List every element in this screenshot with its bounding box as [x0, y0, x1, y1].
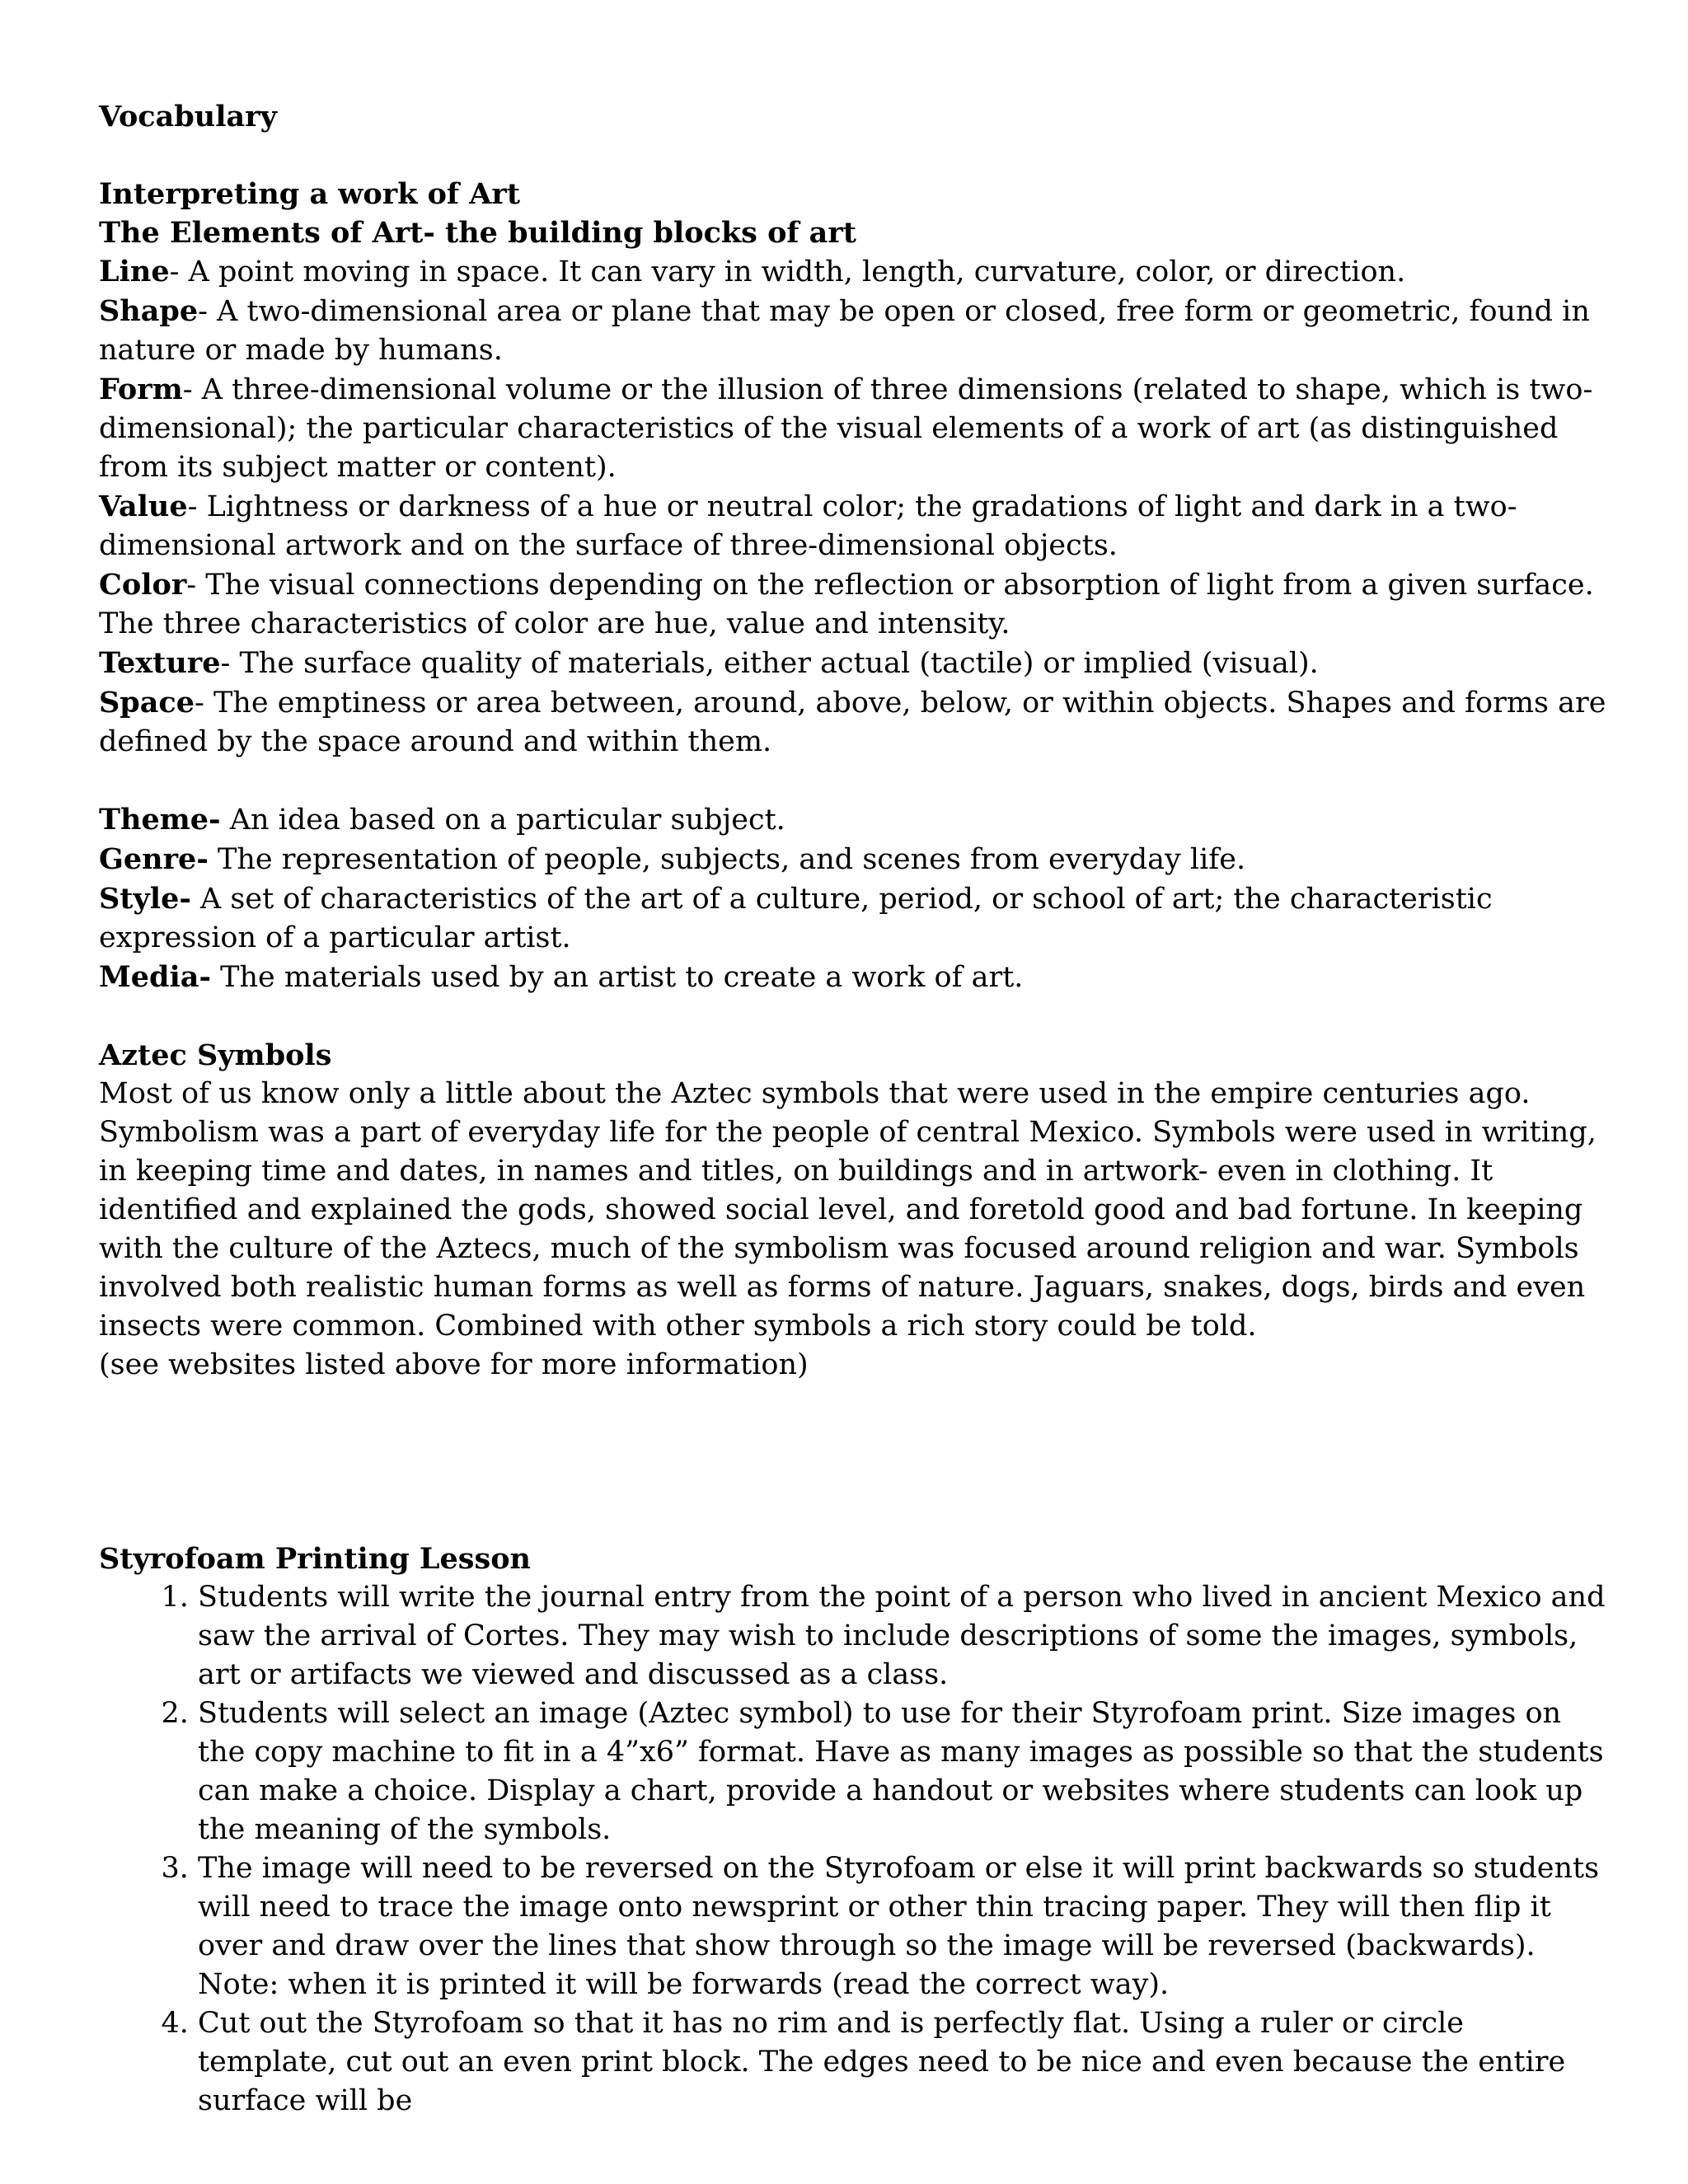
element-entry-texture [99, 644, 1607, 683]
element-entry-line [99, 252, 1607, 292]
element-definition: - A three-dimensional volume or the illusion of three dimensions (related to shape, which is two-dimensional); the particular characteristics of the visual elements of a work of art (as distinguished from its subject matter or content). [99, 373, 1593, 484]
element-definition: - A two-dimensional area or plane that may be open or closed, free form or geometric, found in nature or made by humans. [99, 295, 1590, 367]
element-entry-shape [99, 292, 1607, 370]
term-label: Theme- [99, 803, 221, 837]
elements-list [99, 252, 1607, 762]
element-entry-value [99, 487, 1607, 565]
term-definition: The materials used by an artist to create a work of art. [210, 961, 1024, 994]
aztec-paragraph: Most of us know only a little about the Aztec symbols that were used in the empire centuries ago. Symbolism was a part of everyday life for the people of central Mexico. Symbols were used in writing, in keeping time and dates, in names and titles, on buildings and in artwork- even in clothing. It identified and explained the gods, showed social level, and foretold good and bad fortune. In keeping with the culture of the Aztecs, much of the symbolism was focused around religion and war. Symbols involved both realistic human forms as well as forms of nature. Jaguars, snakes, dogs, birds and even insects were common. Combined with other symbols a rich story could be told. [99, 1077, 1597, 1343]
element-term: Value [99, 490, 188, 523]
term-entry-genre [99, 840, 1607, 879]
element-definition: - The surface quality of materials, either actual (tactile) or implied (visual). [220, 647, 1319, 680]
spacer [99, 136, 1607, 175]
term-label: Genre- [99, 842, 209, 876]
term-definition: A set of characteristics of the art of a culture, period, or school of art; the characteristic expression of a particular artist. [99, 883, 1493, 954]
document-page [99, 97, 1607, 2121]
element-term: Line [99, 255, 170, 288]
spacer [99, 997, 1607, 1036]
element-definition: - The visual connections depending on the reflection or absorption of light from a given surface. The three characteristics of color are hue, value and intensity. [99, 569, 1594, 640]
element-entry-color [99, 565, 1607, 644]
element-term: Texture [99, 646, 221, 680]
elements-heading: The Elements of Art- the building blocks of art [99, 216, 856, 250]
lesson-step: 4. Cut out the Styrofoam so that it has no rim and is perfectly flat. Using a ruler or circle template, cut out an even print block. The edges need to be nice and even because the entire surface will be [198, 2004, 1607, 2121]
term-definition: The representation of people, subjects, and scenes from everyday life. [208, 843, 1246, 876]
aztec-heading: Aztec Symbols [99, 1038, 332, 1072]
lesson-heading: Styrofoam Printing Lesson [99, 1542, 532, 1576]
element-entry-form [99, 370, 1607, 487]
term-label: Media- [99, 960, 211, 994]
term-entry-style [99, 879, 1607, 958]
lesson-step: 1. Students will write the journal entry from the point of a person who lived in ancient Mexico and saw the arrival of Cortes. They may wish to include descriptions of some the images, symbols, art or artifacts we viewed and discussed as a class. [198, 1578, 1607, 1694]
element-definition: - Lightness or darkness of a hue or neutral color; the gradations of light and dark in a two-dimensional artwork and on the surface of three-dimensional objects. [99, 490, 1517, 562]
lesson-step: 3. The image will need to be reversed on the Styrofoam or else it will print backwards so students will need to trace the image onto newsprint or other thin tracing paper. They will then flip it over and draw over the lines that show through so the image will be reversed (backwards). Note: when it is printed it will be forwards (read the correct way). [198, 1849, 1607, 2004]
page-title: Vocabulary [99, 100, 277, 134]
term-entry-media [99, 958, 1607, 997]
element-term: Space [99, 686, 195, 719]
spacer [99, 1385, 1607, 1540]
element-term: Form [99, 373, 183, 406]
aztec-note: (see websites listed above for more information) [99, 1348, 809, 1381]
lesson-steps [99, 1578, 1607, 2121]
spacer [99, 762, 1607, 800]
element-entry-space [99, 683, 1607, 762]
term-definition: An idea based on a particular subject. [220, 804, 785, 837]
element-definition: - The emptiness or area between, around, above, below, or within objects. Shapes and forms are defined by the space around and within them. [99, 687, 1606, 758]
term-label: Style- [99, 882, 191, 916]
terms-list [99, 800, 1607, 997]
lesson-step: 2. Students will select an image (Aztec symbol) to use for their Styrofoam print. Size images on the copy machine to fit in a 4”x6” format. Have as many images as possible so that the students can make a choice. Display a chart, provide a handout or websites where students can look up the meaning of the symbols. [198, 1694, 1607, 1849]
element-term: Color [99, 568, 187, 602]
element-term: Shape [99, 294, 199, 328]
term-entry-theme [99, 800, 1607, 840]
interpreting-heading: Interpreting a work of Art [99, 177, 521, 211]
element-definition: - A point moving in space. It can vary in width, length, curvature, color, or direction. [169, 255, 1406, 288]
